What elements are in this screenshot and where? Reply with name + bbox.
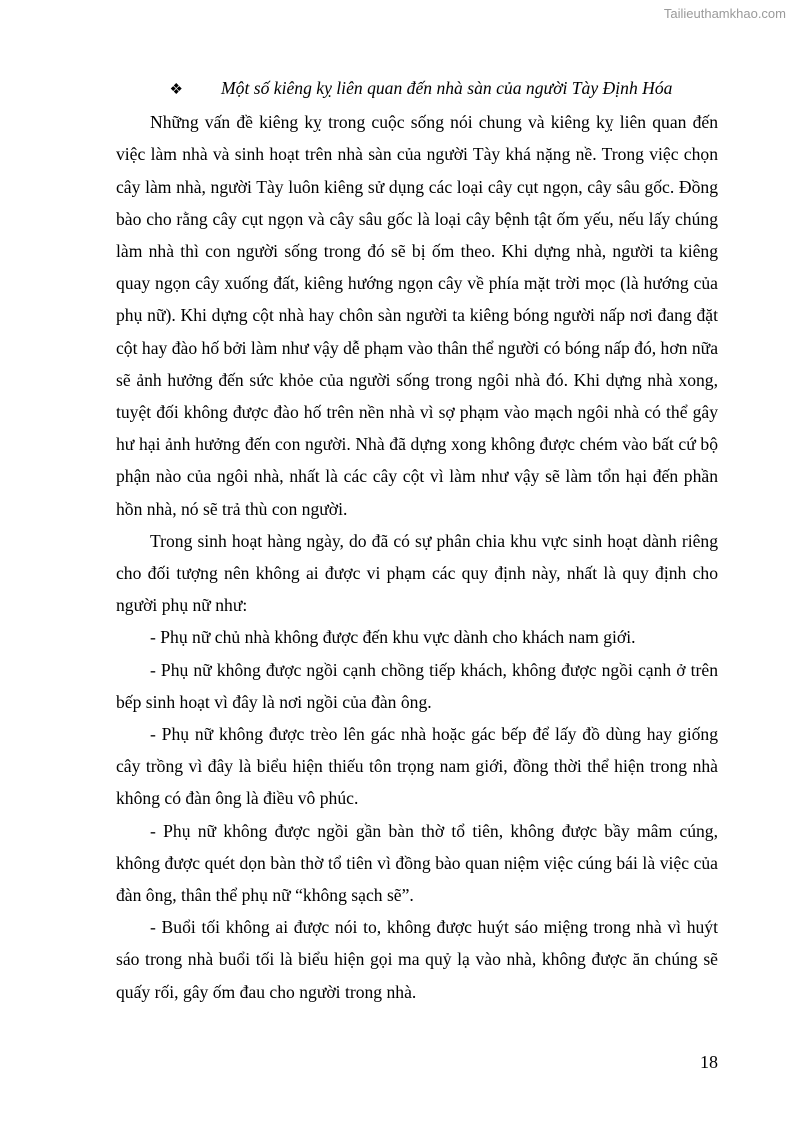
list-item: - Buổi tối không ai được nói to, không được huýt sáo miệng trong nhà vì huýt sáo trong nhà buổi tối là biểu hiện gọi ma quỷ lạ vào nhà, không được ăn chúng sẽ quấy rối, gây ốm đau cho người trong nhà. xyxy=(116,917,718,1002)
section-heading-text: Một số kiêng kỵ liên quan đến nhà sàn của người Tày Định Hóa xyxy=(221,78,673,98)
page-content xyxy=(116,72,718,1008)
paragraph: Trong sinh hoạt hàng ngày, do đã có sự phân chia khu vực sinh hoạt dành riêng cho đối tượng nên không ai được vi phạm các quy định này, nhất là quy định cho người phụ nữ như: xyxy=(116,530,718,616)
watermark: Tailieuthamkhao.com xyxy=(663,6,786,21)
page-number: 18 xyxy=(700,1052,718,1072)
diamond-bullet-icon: ❖ xyxy=(169,82,183,98)
section-heading xyxy=(116,72,718,106)
list-item: - Phụ nữ không được trèo lên gác nhà hoặc gác bếp để lấy đồ dùng hay giống cây trồng vì đây là biểu hiện thiếu tôn trọng nam giới, đồng thời thể hiện trong nhà không có đàn ông là điều vô phúc. xyxy=(116,724,718,809)
list-item: - Phụ nữ chủ nhà không được đến khu vực dành cho khách nam giới. xyxy=(150,627,636,648)
paragraph: Những vấn đề kiêng kỵ trong cuộc sống nói chung và kiêng kỵ liên quan đến việc làm nhà và sinh hoạt trên nhà sàn của người Tày khá nặng nề. Trong việc chọn cây làm nhà, người Tày luôn kiêng sử dụng các loại cây cụt ngọn, cây sâu gốc. Đồng bào cho rằng cây cụt ngọn và cây sâu gốc là loại cây bệnh tật ốm yếu, nếu lấy chúng làm nhà thì con người sống trong đó sẽ bị ốm theo. Khi dựng nhà, người ta kiêng quay ngọn cây xuống đất, kiêng hướng ngọn cây về phía mặt trời mọc (là hướng của phụ nữ). Khi dựng cột nhà hay chôn sàn người ta kiêng bóng người nấp nơi đang đặt cột hay đào hố bởi làm như vậy dễ phạm vào thân thể người có bóng nấp đó, hơn nữa sẽ ảnh hưởng đến sức khỏe của người sống trong ngôi nhà đó. Khi dựng nhà xong, tuyệt đối không được đào hố trên nền nhà vì sợ phạm vào mạch ngôi nhà có thể gây hư hại ảnh hưởng đến con người. Nhà đã dựng xong không được chém vào bất cứ bộ phận nào của ngôi nhà, nhất là các cây cột vì làm như vậy sẽ làm tổn hại đến phần hồn nhà, nó sẽ trả thù con người. xyxy=(116,112,718,519)
list-item: - Phụ nữ không được ngồi gần bàn thờ tổ tiên, không được bầy mâm cúng, không được quét dọn bàn thờ tổ tiên vì đồng bào quan niệm việc cúng bái là việc của đàn ông, thân thể phụ nữ “không sạch sẽ”. xyxy=(116,820,718,906)
list-item: - Phụ nữ không được ngồi cạnh chồng tiếp khách, không được ngồi cạnh ở trên bếp sinh hoạt vì đây là nơi ngồi của đàn ông. xyxy=(116,659,718,712)
